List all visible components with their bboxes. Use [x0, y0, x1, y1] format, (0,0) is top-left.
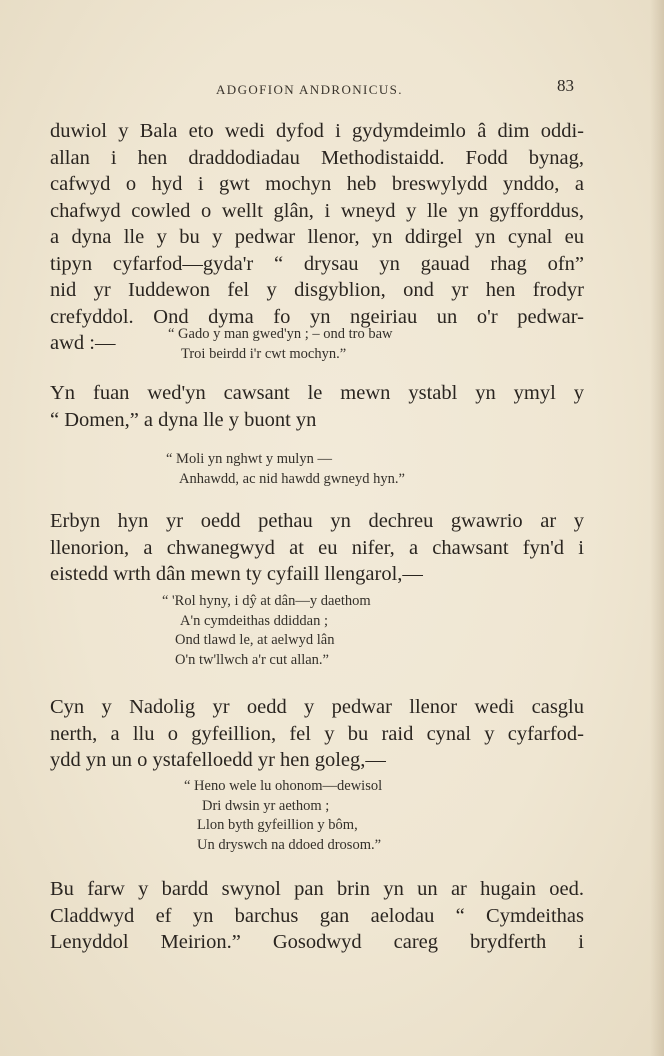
- verse-line: Troi beirdd i'r cwt mochyn.”: [181, 345, 347, 362]
- text-line: Cyn y Nadolig yr oedd y pedwar llenor wedi casglu: [50, 696, 584, 718]
- text-line: llenorion, a chwanegwyd at eu nifer, a chawsant fyn'd i: [50, 536, 584, 559]
- paragraph-2: [50, 380, 584, 433]
- verse-line: Dri dwsin yr aethom ;: [202, 797, 330, 814]
- text-line: Bu farw y bardd swynol pan brin yn un ar hugain oed.: [50, 878, 584, 900]
- paragraph-1: [50, 118, 584, 357]
- paragraph-4: [50, 694, 584, 774]
- text-line: awd :—: [50, 332, 116, 354]
- text-line: crefyddol. Ond dyma fo yn ngeiriau un o'r pedwar-: [50, 305, 584, 328]
- running-title: ADGOFION ANDRONICUS.: [216, 82, 403, 97]
- verse-quote-3: [162, 592, 371, 670]
- text-line: Erbyn hyn yr oedd pethau yn dechreu gwawrio ar y: [50, 510, 584, 532]
- verse-quote-1: [168, 325, 393, 364]
- text-line: a dyna lle y bu y pedwar llenor, yn ddirgel yn cynal eu: [50, 226, 584, 248]
- verse-line: Anhawdd, ac nid hawdd gwneyd hyn.”: [179, 470, 405, 487]
- text-line: Yn fuan wed'yn cawsant le mewn ystabl yn ymyl y: [50, 382, 584, 404]
- paragraph-5: [50, 876, 584, 956]
- paragraph-3: [50, 508, 584, 588]
- verse-quote-2: [166, 450, 405, 489]
- text-line: nid yr Iuddewon fel y disgyblion, ond yr hen frodyr: [50, 279, 584, 301]
- verse-line: Un dryswch na ddoed drosom.”: [197, 836, 382, 853]
- verse-line: O'n tw'llwch a'r cut allan.”: [175, 651, 329, 668]
- text-line: cafwyd o hyd i gwt mochyn heb breswylydd ynddo, a: [50, 173, 584, 195]
- text-line: nerth, a llu o gyfeillion, fel y bu raid cynal y cyfarfod-: [50, 722, 584, 745]
- verse-quote-4: [184, 777, 382, 855]
- verse-line: A'n cymdeithas ddiddan ;: [180, 612, 328, 629]
- text-line: allan i hen draddodiadau Methodistaidd. Fodd bynag,: [50, 146, 584, 169]
- text-line: tipyn cyfarfod—gyda'r “ drysau yn gauad rhag ofn”: [50, 252, 584, 275]
- text-line: Lenyddol Meirion.” Gosodwyd careg brydferth i: [50, 931, 584, 953]
- verse-line: “ Heno wele lu ohonom—dewisol: [184, 778, 383, 794]
- verse-line: “ Gado y man gwed'yn ; – ond tro baw: [168, 326, 393, 342]
- text-line: duwiol y Bala eto wedi dyfod i gydymdeimlo â dim oddi-: [50, 120, 584, 142]
- verse-line: “ Moli yn nghwt y mulyn —: [166, 451, 332, 467]
- verse-line: Llon byth gyfeillion y bôm,: [197, 817, 358, 833]
- text-line: ydd yn un o ystafelloedd yr hen goleg,—: [50, 749, 386, 771]
- text-line: chafwyd cowled o wellt glân, i wneyd y lle yn gyfforddus,: [50, 199, 584, 222]
- verse-line: “ 'Rol hyny, i dŷ at dân—y daethom: [162, 593, 371, 609]
- text-line: eistedd wrth dân mewn ty cyfaill llengarol,—: [50, 563, 423, 585]
- page-edge-shadow: [650, 0, 664, 1056]
- text-line: “ Domen,” a dyna lle y buont yn: [50, 408, 317, 431]
- page-number: 83: [557, 76, 574, 95]
- text-line: Claddwyd ef yn barchus gan aelodau “ Cymdeithas: [50, 904, 584, 927]
- verse-line: Ond tlawd le, at aelwyd lân: [175, 632, 335, 648]
